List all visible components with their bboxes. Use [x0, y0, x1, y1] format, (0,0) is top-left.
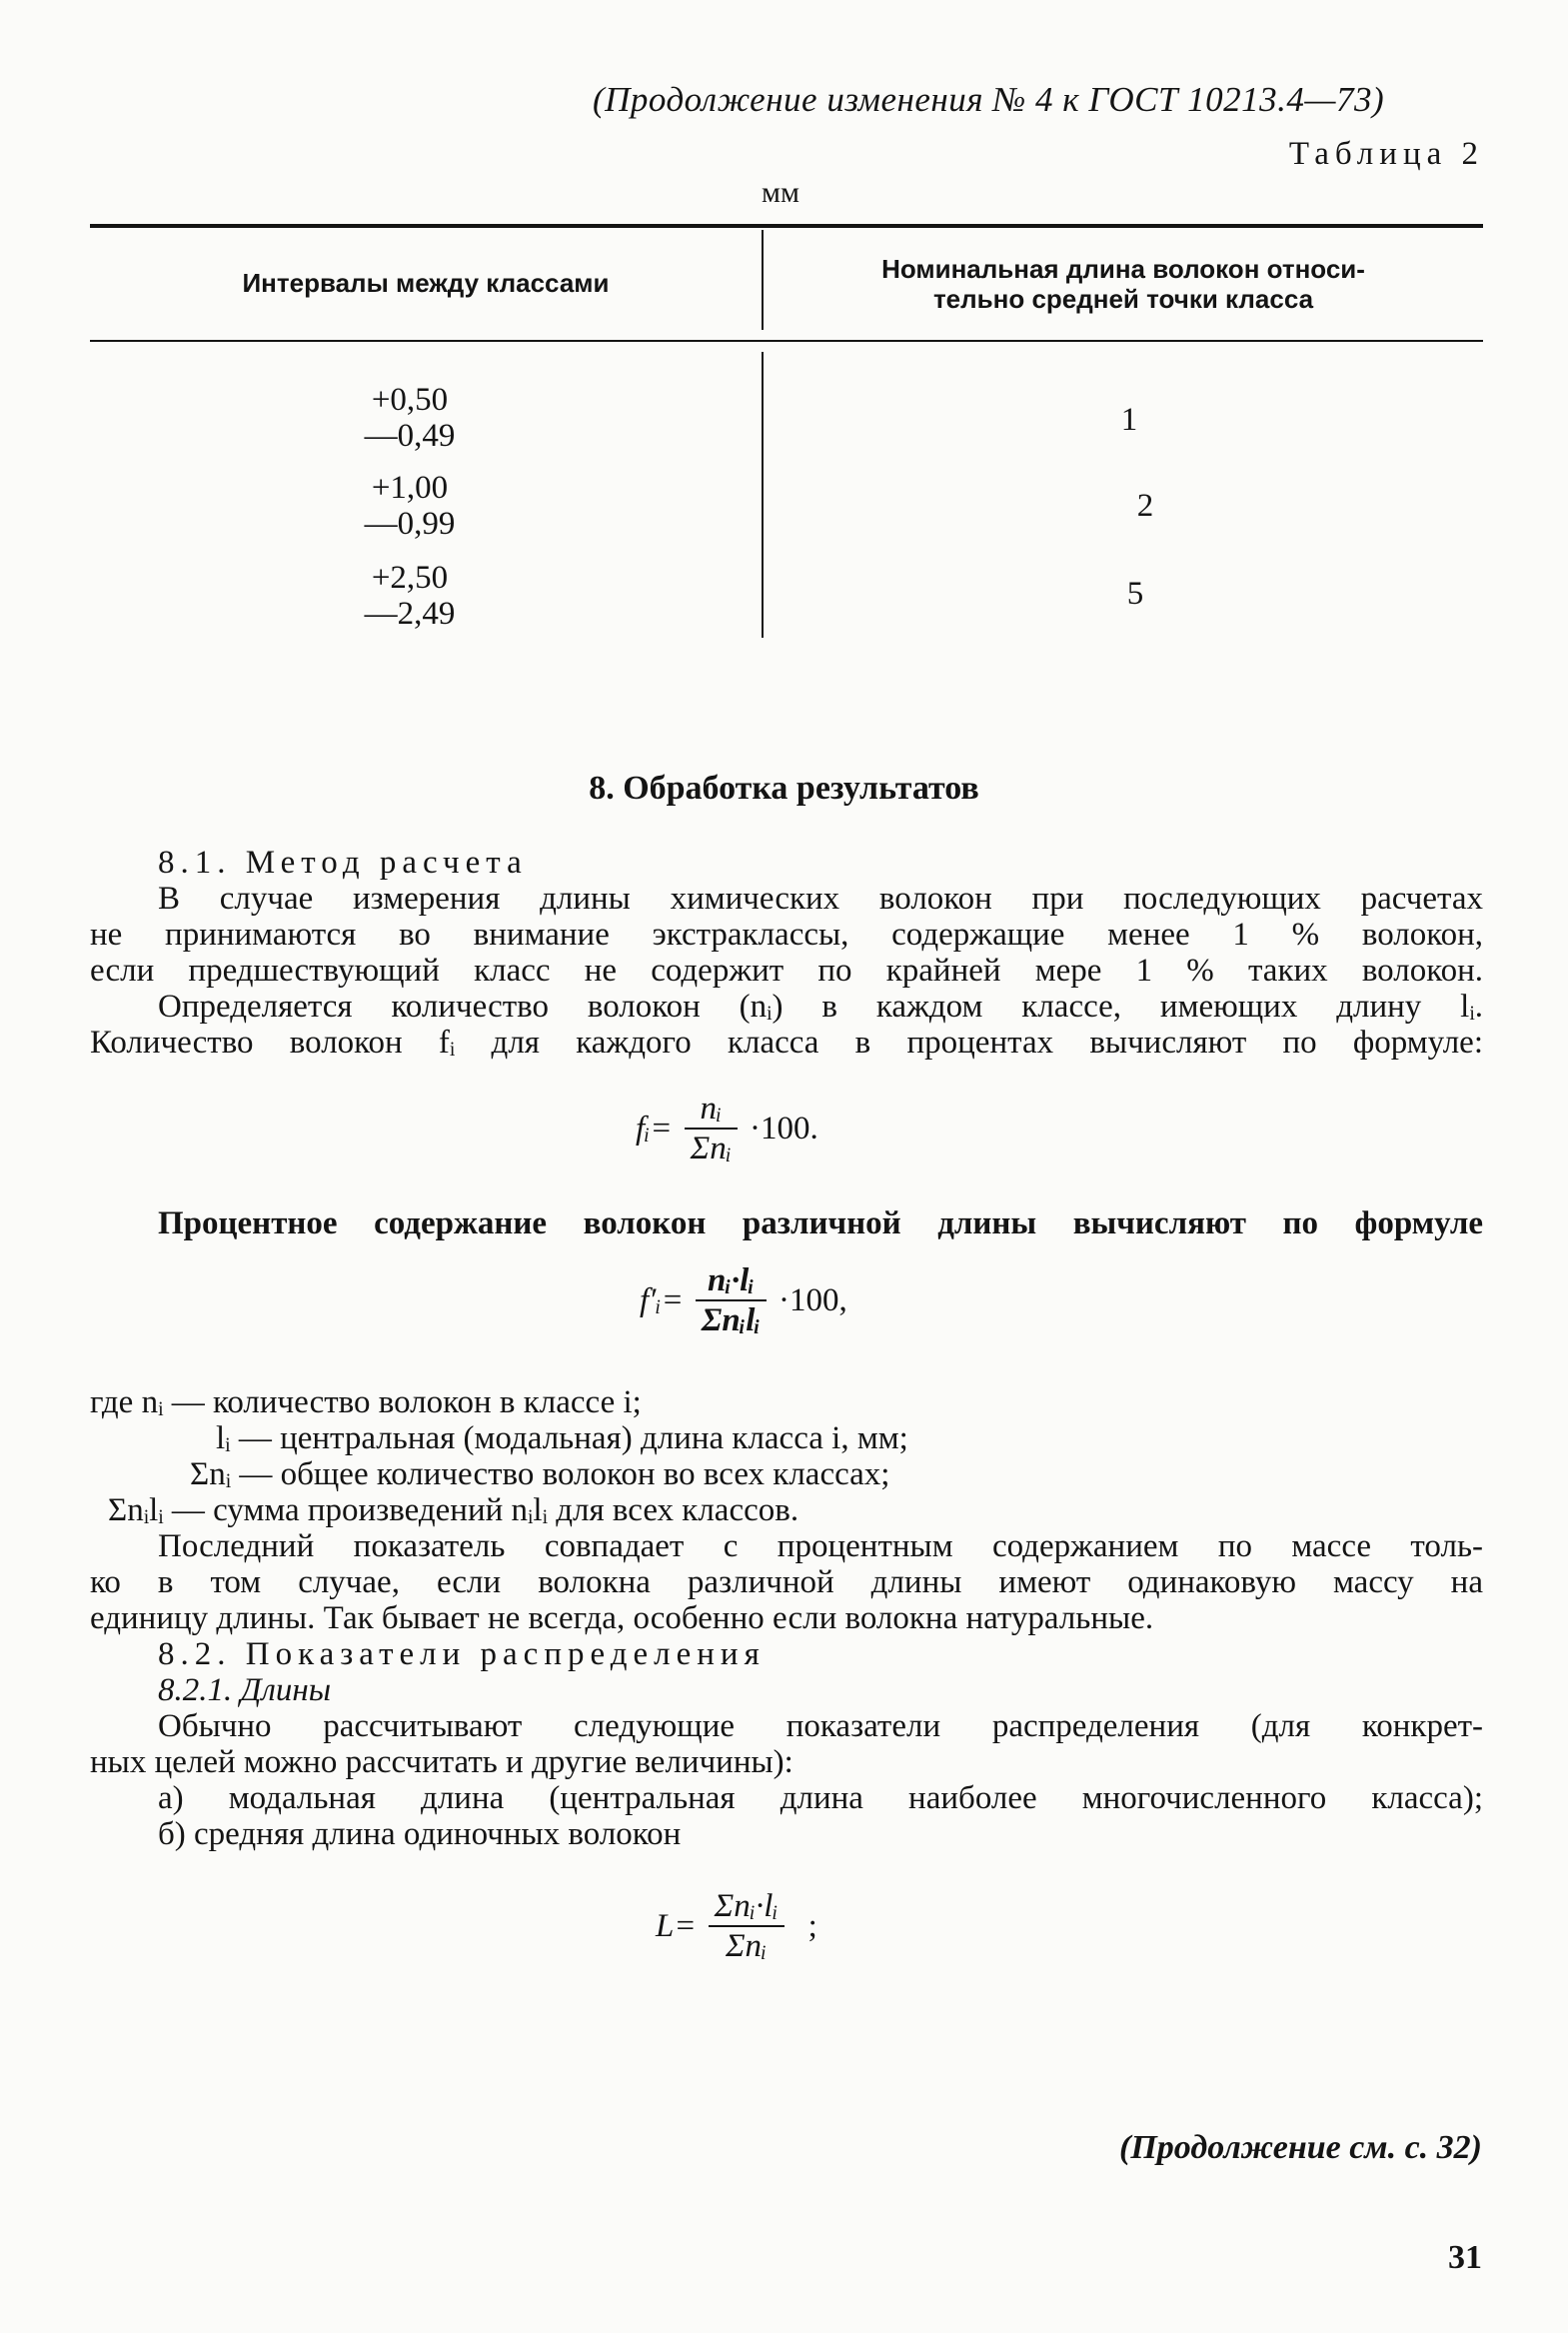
col-header-length-line2: тельно средней точки класса [932, 284, 1314, 314]
fraction-denominator: Σnᵢ [725, 1928, 768, 1964]
table-cell-plus: +2,50 [371, 560, 449, 596]
fraction [709, 1887, 784, 1965]
subsection-title-8-2: 8.2. Показатели распределения [158, 1636, 766, 1672]
col-header-length-line1: Номинальная длина волокон относи- [881, 254, 1365, 284]
formula-tail: ·100. [750, 1110, 818, 1147]
table-unit: мм [762, 176, 799, 209]
paragraph-line: если предшествующий класс не содержит по крайней мере 1 % таких волокон. [90, 953, 1483, 989]
definition-line: Σnᵢlᵢ — сумма произведений nᵢlᵢ для всех классов. [108, 1492, 799, 1528]
formula-fraction-percent [636, 1090, 818, 1167]
subsection-title-8-1: 8.1. Метод расчета [158, 845, 528, 881]
table-cell-length: 1 [1120, 402, 1138, 438]
subsection-title-8-2-1: 8.2.1. Длины [158, 1672, 332, 1708]
table-cell-plus: +1,00 [371, 470, 449, 506]
paragraph-line: В случае измерения длины химических волокон при последующих расчетах [158, 881, 1483, 917]
formula-lhs: L= [656, 1907, 697, 1944]
table-cell-minus: —0,49 [364, 418, 456, 454]
definition-line: Σnᵢ — общее количество волокон во всех классах; [190, 1456, 890, 1492]
col-header-intervals: Интервалы между классами [242, 268, 610, 298]
paragraph-line: ных целей можно рассчитать и другие величины): [90, 1744, 793, 1780]
paragraph-line: Обычно рассчитывают следующие показатели распределения (для конкрет- [158, 1708, 1483, 1744]
formula-mean-length [656, 1887, 817, 1965]
table-cell-plus: +0,50 [371, 382, 449, 418]
formula-lhs: f′ᵢ= [640, 1281, 684, 1318]
formula-fraction-weighted [640, 1261, 847, 1339]
table-cell-minus: —0,99 [364, 506, 456, 542]
continuation-note: (Продолжение см. с. 32) [1119, 2129, 1482, 2166]
paragraph-line: Последний показатель совпадает с процентным содержанием по массе толь- [158, 1528, 1483, 1564]
running-head: (Продолжение изменения № 4 к ГОСТ 10213.4—73) [593, 80, 1385, 119]
table-body-divider [762, 352, 764, 638]
paragraph-line: не принимаются во внимание экстраклассы, содержащие менее 1 % волокон, [90, 917, 1483, 953]
table-label: Таблица 2 [1288, 136, 1484, 172]
paragraph-line: ко в том случае, если волокна различной длины имеют одинаковую массу на [90, 1564, 1483, 1600]
definition-line: lᵢ — центральная (модальная) длина класса i, мм; [216, 1420, 908, 1456]
table-cell-length: 5 [1126, 576, 1144, 612]
paragraph-line: Определяется количество волокон (nᵢ) в каждом классе, имеющих длину lᵢ. [158, 989, 1483, 1025]
page-number: 31 [1448, 2239, 1482, 2276]
list-item-a: а) модальная длина (центральная длина наиболее многочисленного класса); [158, 1780, 1483, 1816]
fraction [696, 1261, 767, 1339]
table-top-rule [90, 224, 1483, 228]
fraction-numerator: nᵢ·lᵢ [707, 1262, 755, 1298]
definition-line: где nᵢ — количество волокон в классе i; [90, 1384, 642, 1420]
section-title: 8. Обработка результатов [589, 770, 979, 807]
fraction-denominator: Σnᵢlᵢ [701, 1302, 762, 1338]
fraction-numerator: Σnᵢ·lᵢ [714, 1888, 779, 1924]
fraction-numerator: nᵢ [700, 1091, 723, 1127]
formula-tail: ; [807, 1907, 817, 1944]
formula-tail: ·100, [779, 1281, 847, 1318]
table-cell-minus: —2,49 [364, 596, 456, 632]
fraction-denominator: Σnᵢ [690, 1131, 733, 1166]
paragraph-line: Количество волокон fᵢ для каждого класса в процентах вычисляют по формуле: [90, 1025, 1483, 1061]
paragraph-line: единицу длины. Так бывает не всегда, особенно если волокна натуральные. [90, 1600, 1154, 1636]
fraction [685, 1090, 738, 1167]
table-cell-length: 2 [1136, 488, 1154, 524]
paragraph-line: Процентное содержание волокон различной длины вычисляют по формуле [158, 1205, 1483, 1241]
formula-lhs: fᵢ= [636, 1110, 673, 1147]
list-item-b: б) средняя длина одиночных волокон [158, 1816, 682, 1852]
table-header-rule [90, 340, 1483, 342]
